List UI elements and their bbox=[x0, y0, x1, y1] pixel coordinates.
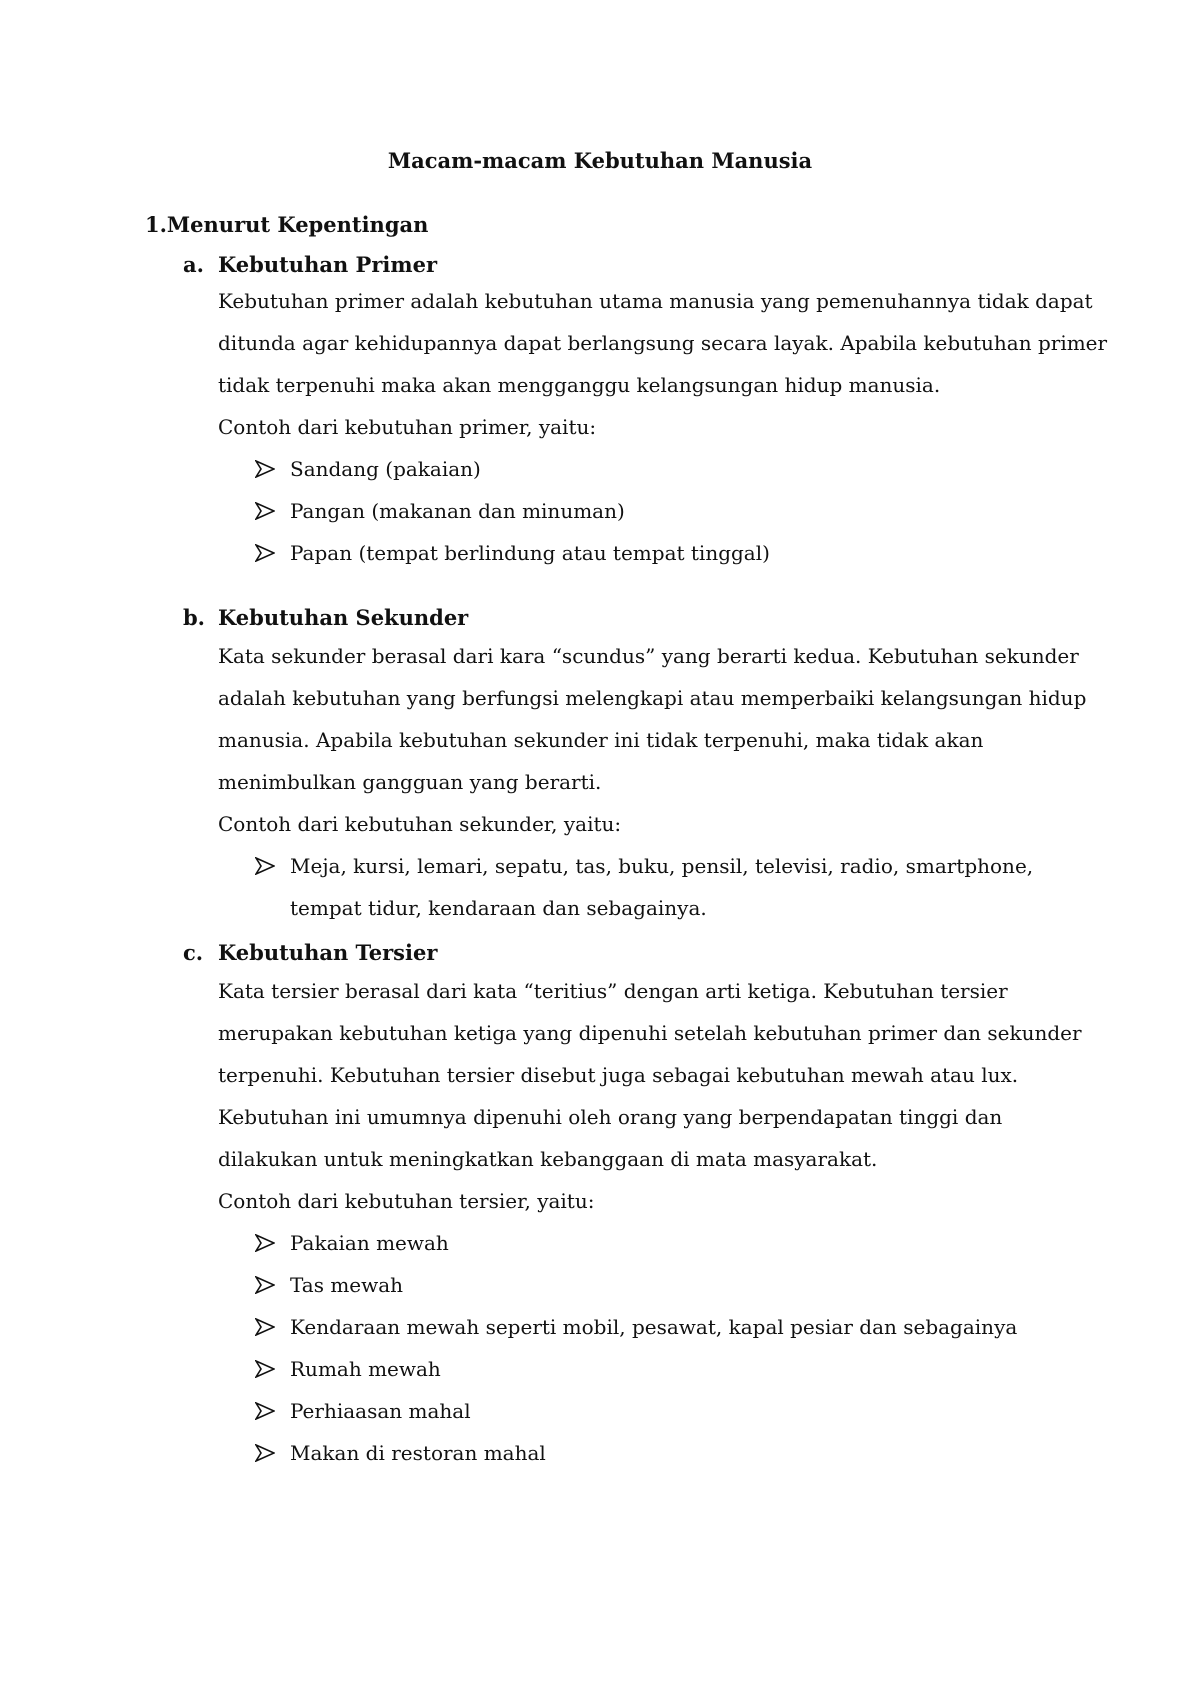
paragraph-line: dilakukan untuk meningkatkan kebanggaan di mata masyarakat. bbox=[218, 1147, 878, 1171]
arrow-bullet-icon bbox=[255, 1264, 277, 1306]
subsection-title-primer: Kebutuhan Primer bbox=[218, 252, 438, 277]
paragraph-line: menimbulkan gangguan yang berarti. bbox=[218, 770, 602, 794]
paragraph-line: merupakan kebutuhan ketiga yang dipenuhi setelah kebutuhan primer dan sekunder bbox=[218, 1021, 1082, 1045]
list-item-text: Pangan (makanan dan minuman) bbox=[290, 499, 625, 523]
subsection-title-sekunder: Kebutuhan Sekunder bbox=[218, 605, 469, 630]
list-item bbox=[255, 490, 1055, 532]
list-item-text: Makan di restoran mahal bbox=[290, 1441, 546, 1465]
list-item-text: Pakaian mewah bbox=[290, 1231, 449, 1255]
example-list-primer bbox=[255, 448, 1055, 574]
arrow-bullet-icon bbox=[255, 1306, 277, 1348]
subsection-letter-a: a. bbox=[183, 252, 204, 277]
paragraph-line: Kata tersier berasal dari kata “teritius” dengan arti ketiga. Kebutuhan tersier bbox=[218, 979, 1008, 1003]
list-item bbox=[255, 1390, 1055, 1432]
list-item bbox=[255, 1306, 1055, 1348]
list-item-text: Tas mewah bbox=[290, 1273, 404, 1297]
arrow-bullet-icon bbox=[255, 1432, 277, 1474]
example-list-tersier bbox=[255, 1222, 1055, 1474]
arrow-bullet-icon bbox=[255, 532, 277, 574]
page-title: Macam-macam Kebutuhan Manusia bbox=[387, 148, 813, 173]
paragraph-sekunder bbox=[218, 635, 1087, 845]
example-intro: Contoh dari kebutuhan sekunder, yaitu: bbox=[218, 812, 622, 836]
paragraph-tersier bbox=[218, 970, 1082, 1222]
example-intro: Contoh dari kebutuhan tersier, yaitu: bbox=[218, 1189, 595, 1213]
subsection-letter-c: c. bbox=[183, 940, 204, 965]
example-intro: Contoh dari kebutuhan primer, yaitu: bbox=[218, 415, 597, 439]
arrow-bullet-icon bbox=[255, 845, 277, 887]
paragraph-line: manusia. Apabila kebutuhan sekunder ini tidak terpenuhi, maka tidak akan bbox=[218, 728, 984, 752]
arrow-bullet-icon bbox=[255, 1348, 277, 1390]
paragraph-line: Kata sekunder berasal dari kara “scundus” yang berarti kedua. Kebutuhan sekunder bbox=[218, 644, 1079, 668]
list-item bbox=[255, 845, 1055, 929]
list-item bbox=[255, 1348, 1055, 1390]
arrow-bullet-icon bbox=[255, 1390, 277, 1432]
list-item bbox=[255, 1222, 1055, 1264]
list-item-text: Kendaraan mewah seperti mobil, pesawat, kapal pesiar dan sebagainya bbox=[290, 1315, 1018, 1339]
paragraph-primer bbox=[218, 280, 1108, 448]
list-item bbox=[255, 448, 1055, 490]
paragraph-line: terpenuhi. Kebutuhan tersier disebut juga sebagai kebutuhan mewah atau lux. bbox=[218, 1063, 1019, 1087]
subsection-letter-b: b. bbox=[183, 605, 205, 630]
section-heading-kepentingan: 1.Menurut Kepentingan bbox=[145, 212, 429, 237]
list-item bbox=[255, 1264, 1055, 1306]
arrow-bullet-icon bbox=[255, 490, 277, 532]
list-item-text: Papan (tempat berlindung atau tempat tinggal) bbox=[290, 541, 770, 565]
list-item-text: Rumah mewah bbox=[290, 1357, 441, 1381]
list-item-text: Sandang (pakaian) bbox=[290, 457, 481, 481]
example-list-sekunder bbox=[255, 845, 1055, 929]
paragraph-line: tidak terpenuhi maka akan mengganggu kelangsungan hidup manusia. bbox=[218, 373, 941, 397]
list-item bbox=[255, 1432, 1055, 1474]
paragraph-line: ditunda agar kehidupannya dapat berlangsung secara layak. Apabila kebutuhan primer bbox=[218, 331, 1108, 355]
list-item-text: Meja, kursi, lemari, sepatu, tas, buku, pensil, televisi, radio, smartphone, bbox=[290, 854, 1034, 878]
paragraph-line: Kebutuhan ini umumnya dipenuhi oleh orang yang berpendapatan tinggi dan bbox=[218, 1105, 1003, 1129]
subsection-title-tersier: Kebutuhan Tersier bbox=[218, 940, 438, 965]
paragraph-line: adalah kebutuhan yang berfungsi melengkapi atau memperbaiki kelangsungan hidup bbox=[218, 686, 1087, 710]
list-item bbox=[255, 532, 1055, 574]
arrow-bullet-icon bbox=[255, 1222, 277, 1264]
arrow-bullet-icon bbox=[255, 448, 277, 490]
list-item-text: Perhiaasan mahal bbox=[290, 1399, 471, 1423]
list-item-text-continued: tempat tidur, kendaraan dan sebagainya. bbox=[290, 896, 707, 920]
paragraph-line: Kebutuhan primer adalah kebutuhan utama manusia yang pemenuhannya tidak dapat bbox=[218, 289, 1093, 313]
